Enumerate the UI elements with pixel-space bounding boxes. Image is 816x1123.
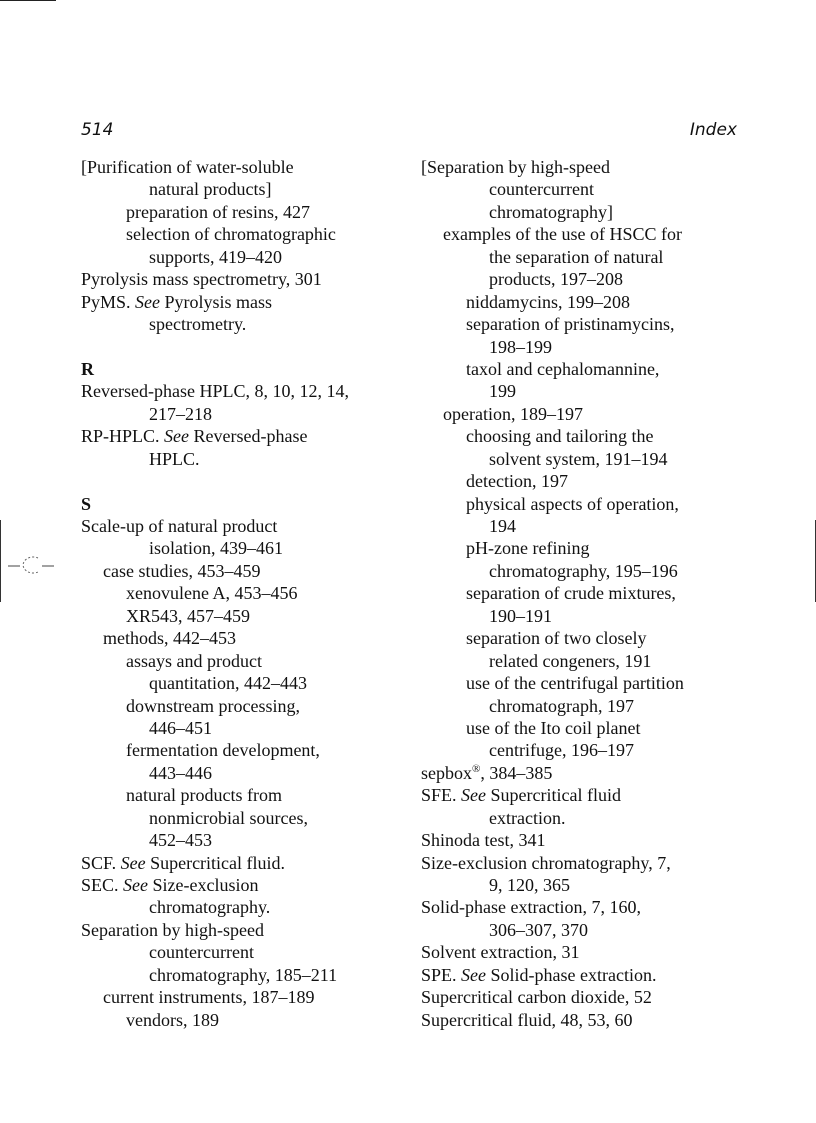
- index-entry: 446–451: [149, 717, 212, 738]
- entry-term: SFE.: [421, 785, 462, 806]
- index-entry: chromatography, 185–211: [149, 964, 338, 985]
- binding-hole-icon: [8, 553, 54, 575]
- index-entry: nonmicrobial sources,: [149, 807, 308, 828]
- crop-mark: [0, 0, 56, 1]
- index-entry: operation, 189–197: [443, 403, 583, 424]
- index-entry: assays and product: [126, 650, 262, 671]
- registered-mark: ®: [472, 762, 481, 775]
- see-reference: See: [123, 875, 148, 895]
- index-entry: 198–199: [489, 336, 552, 357]
- index-entry: separation of pristinamycins,: [466, 314, 675, 335]
- index-entry: chromatography]: [489, 201, 613, 222]
- index-entry: separation of two closely: [466, 628, 647, 649]
- index-entry: natural products]: [149, 179, 272, 200]
- entry-text: , 384–385: [480, 762, 553, 783]
- index-entry: [421, 784, 751, 806]
- index-entry: use of the Ito coil planet: [466, 717, 641, 738]
- index-column-right: [421, 156, 751, 1031]
- index-entry: solvent system, 191–194: [489, 448, 668, 469]
- index-entry: [Purification of water-soluble: [81, 157, 294, 177]
- entry-term: SPE.: [421, 964, 462, 985]
- index-entry: 9, 120, 365: [489, 875, 570, 895]
- index-entry: [421, 762, 751, 784]
- entry-text: Size-exclusion: [148, 875, 259, 895]
- index-entry: [81, 425, 411, 447]
- entry-term: SCF.: [81, 852, 121, 873]
- index-entry: Reversed-phase HPLC, 8, 10, 12, 14,: [81, 381, 349, 402]
- entry-term: sepbox: [421, 762, 472, 783]
- index-entry: 443–446: [149, 762, 212, 783]
- index-entry: [Separation by high-speed: [421, 157, 610, 177]
- index-entry: taxol and cephalomannine,: [466, 358, 660, 379]
- entry-text: Supercritical fluid: [486, 785, 621, 806]
- index-entry: quantitation, 442–443: [149, 673, 307, 694]
- section-spacer: [81, 336, 411, 358]
- see-reference: See: [120, 852, 146, 873]
- index-entry: 194: [489, 516, 516, 536]
- index-entry: Pyrolysis mass spectrometry, 301: [81, 269, 322, 290]
- index-entry: niddamycins, 199–208: [466, 291, 630, 312]
- index-entry: HPLC.: [149, 448, 200, 469]
- left-margin-rule: [0, 520, 1, 602]
- section-letter: R: [81, 358, 94, 379]
- entry-term: RP-HPLC.: [81, 426, 165, 447]
- index-entry: spectrometry.: [149, 314, 247, 335]
- index-entry: related congeners, 191: [489, 650, 652, 671]
- index-entry: [421, 964, 751, 986]
- index-entry: Size-exclusion chromatography, 7,: [421, 852, 671, 873]
- entry-text: Solid-phase extraction.: [486, 964, 657, 985]
- entry-text: Reversed-phase: [189, 426, 308, 447]
- index-entry: the separation of natural: [489, 246, 664, 267]
- index-entry: detection, 197: [466, 471, 568, 492]
- index-entry: case studies, 453–459: [103, 560, 261, 581]
- index-entry: Solid-phase extraction, 7, 160,: [421, 897, 641, 918]
- entry-text: Pyrolysis mass: [160, 291, 273, 312]
- index-entry: Separation by high-speed: [81, 919, 264, 940]
- index-entry: 306–307, 370: [489, 919, 588, 940]
- index-entry: pH-zone refining: [466, 538, 590, 559]
- index-entry: vendors, 189: [126, 1009, 219, 1030]
- see-reference: See: [461, 785, 487, 806]
- section-spacer: [81, 470, 411, 492]
- index-entry: downstream processing,: [126, 695, 300, 716]
- index-entry: fermentation development,: [126, 740, 320, 761]
- index-entry: Supercritical fluid, 48, 53, 60: [421, 1009, 633, 1030]
- index-entry: supports, 419–420: [149, 246, 283, 267]
- index-entry: Supercritical carbon dioxide, 52: [421, 987, 652, 1008]
- index-entry: selection of chromatographic: [126, 224, 336, 245]
- index-entry: centrifuge, 196–197: [489, 740, 634, 761]
- index-column-left: [81, 156, 411, 1031]
- index-entry: chromatograph, 197: [489, 695, 634, 716]
- index-entry: extraction.: [489, 807, 566, 828]
- index-entry: separation of crude mixtures,: [466, 583, 676, 604]
- see-reference: See: [135, 291, 161, 312]
- page-number: 514: [81, 120, 114, 140]
- running-head-title: Index: [689, 120, 737, 140]
- index-entry: countercurrent: [149, 942, 254, 963]
- index-entry: current instruments, 187–189: [103, 987, 315, 1008]
- index-entry: choosing and tailoring the: [466, 426, 654, 447]
- index-entry: physical aspects of operation,: [466, 493, 679, 514]
- index-entry: 452–453: [149, 830, 212, 851]
- index-entry: Scale-up of natural product: [81, 516, 278, 536]
- index-entry: XR543, 457–459: [126, 605, 251, 626]
- index-entry: Solvent extraction, 31: [421, 942, 580, 963]
- index-entry: xenovulene A, 453–456: [126, 583, 298, 604]
- index-entry: Shinoda test, 341: [421, 830, 546, 851]
- index-entry: countercurrent: [489, 179, 594, 200]
- index-entry: natural products from: [126, 785, 282, 806]
- index-entry: [81, 852, 411, 874]
- see-reference: See: [461, 964, 487, 985]
- index-entry: examples of the use of HSCC for: [443, 224, 682, 245]
- index-entry: products, 197–208: [489, 269, 623, 290]
- index-entry: 199: [489, 381, 516, 402]
- section-letter: S: [81, 493, 92, 514]
- index-entry: [81, 874, 411, 896]
- entry-text: Supercritical fluid.: [145, 852, 286, 873]
- index-entry: isolation, 439–461: [149, 538, 283, 559]
- index-entry: methods, 442–453: [103, 628, 236, 649]
- index-entry: preparation of resins, 427: [126, 201, 310, 222]
- see-reference: See: [164, 426, 190, 447]
- entry-term: PyMS.: [81, 291, 136, 312]
- index-entry: chromatography.: [149, 897, 271, 918]
- index-entry: 217–218: [149, 403, 212, 424]
- index-entry: 190–191: [489, 605, 552, 626]
- index-entry: use of the centrifugal partition: [466, 673, 684, 694]
- index-entry: [81, 291, 411, 313]
- entry-term: SEC.: [81, 875, 124, 895]
- index-entry: chromatography, 195–196: [489, 560, 678, 581]
